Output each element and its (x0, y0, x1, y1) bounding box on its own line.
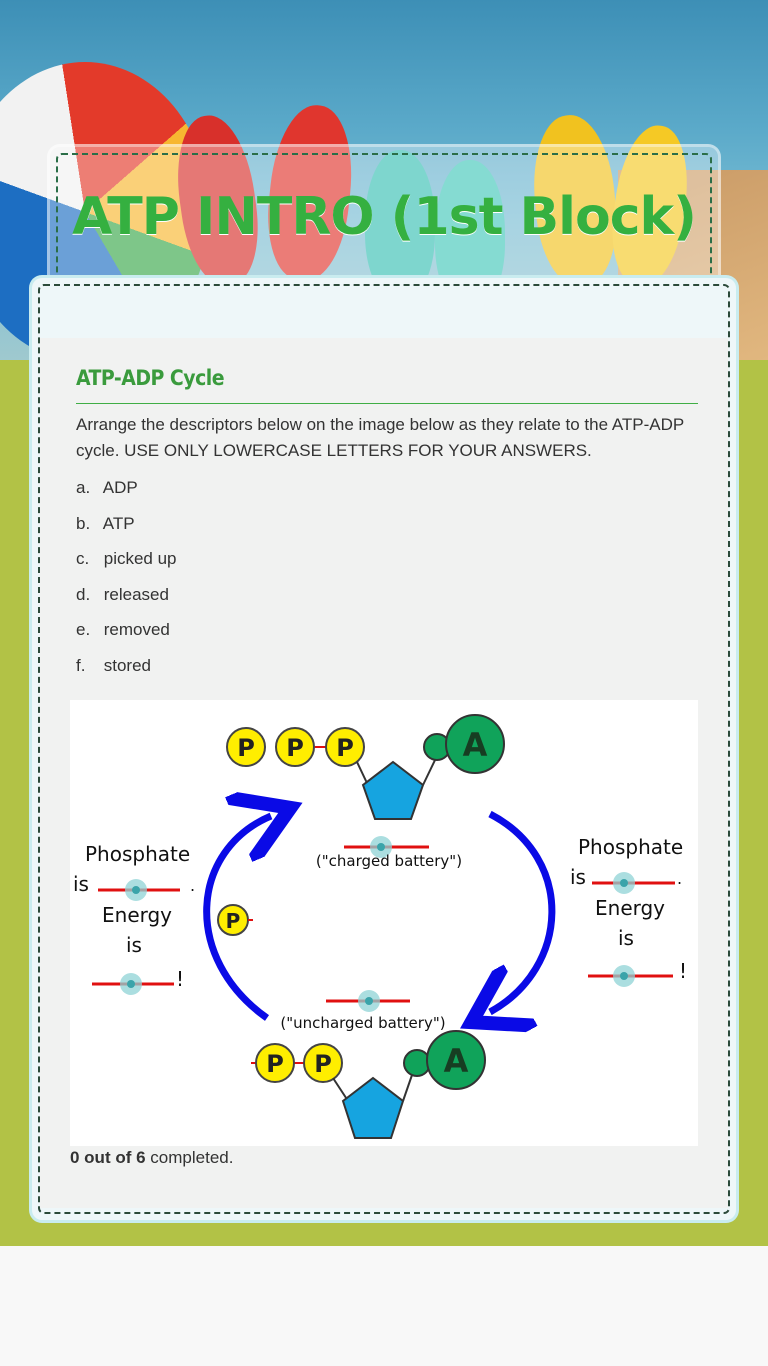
option-key: a. (76, 478, 91, 497)
drop-target-dot (365, 997, 373, 1005)
adenine-label: A (462, 726, 488, 764)
phosphate-label: P (336, 734, 354, 762)
drop-target-dot (127, 980, 135, 988)
adenine-label: A (443, 1042, 469, 1080)
phosphate-label: P (237, 734, 255, 762)
option-key: d. (76, 584, 91, 604)
drop-target-dot (620, 879, 628, 887)
atp-adp-diagram (70, 700, 698, 1146)
list-item (76, 476, 177, 512)
is-text-left: is (126, 933, 142, 957)
section-divider (76, 403, 698, 404)
drop-target-dot (132, 886, 140, 894)
option-label: stored (103, 655, 151, 675)
is-text-left: is (73, 872, 89, 896)
energy-text-right: Energy (595, 896, 666, 920)
option-label: ATP (102, 513, 135, 533)
drop-target-dot (620, 972, 628, 980)
option-label: ADP (102, 478, 138, 497)
option-key: c. (76, 549, 90, 569)
list-item (76, 583, 177, 619)
period-text: . (190, 876, 196, 895)
is-text-right: is (570, 865, 586, 889)
adp-molecule (251, 1031, 485, 1138)
option-key: b. (76, 513, 91, 533)
phosphate-label: P (266, 1050, 284, 1078)
descriptor-list (76, 476, 177, 690)
charged-battery-label: ("charged battery") (315, 852, 463, 870)
list-item (76, 654, 177, 690)
page-title: ATP INTRO (1st Block) (72, 187, 696, 247)
phosphate-label: P (314, 1050, 332, 1078)
free-phosphate-label: P (225, 909, 241, 933)
ribose-pentagon (343, 1078, 403, 1138)
exclamation-text: ! (679, 959, 688, 983)
option-key: f. (76, 655, 86, 675)
phosphate-label: P (286, 734, 304, 762)
drop-target-dot (377, 843, 385, 851)
section-title: ATP-ADP Cycle (76, 366, 225, 390)
option-label: removed (103, 620, 170, 640)
arrow-down (490, 814, 552, 1012)
list-item (76, 547, 177, 583)
page-footer (0, 1246, 768, 1366)
progress-status (70, 1148, 233, 1168)
uncharged-battery-label: ("uncharged battery") (280, 1014, 446, 1032)
instructions-text: Arrange the descriptors below on the image below as they relate to the ATP-ADP cycle. USE ONLY LOWERCASE LETTERS FOR YOUR ANSWERS. (76, 415, 684, 460)
phosphate-text-right: Phosphate (578, 835, 684, 859)
option-label: picked up (103, 549, 177, 569)
list-item (76, 618, 177, 654)
exclamation-text: ! (176, 967, 185, 991)
energy-text-left: Energy (102, 903, 173, 927)
list-item (76, 512, 177, 548)
ribose-pentagon (363, 762, 423, 819)
title-card (50, 147, 718, 297)
atp-molecule (227, 715, 504, 819)
is-text-right: is (618, 926, 634, 950)
progress-count: 0 out of 6 (70, 1148, 146, 1167)
phosphate-text-left: Phosphate (85, 842, 191, 866)
adenine-link (404, 1050, 430, 1076)
period-text: . (677, 869, 683, 888)
progress-suffix: completed. (150, 1148, 234, 1167)
option-key: e. (76, 620, 91, 640)
option-label: released (103, 584, 169, 604)
